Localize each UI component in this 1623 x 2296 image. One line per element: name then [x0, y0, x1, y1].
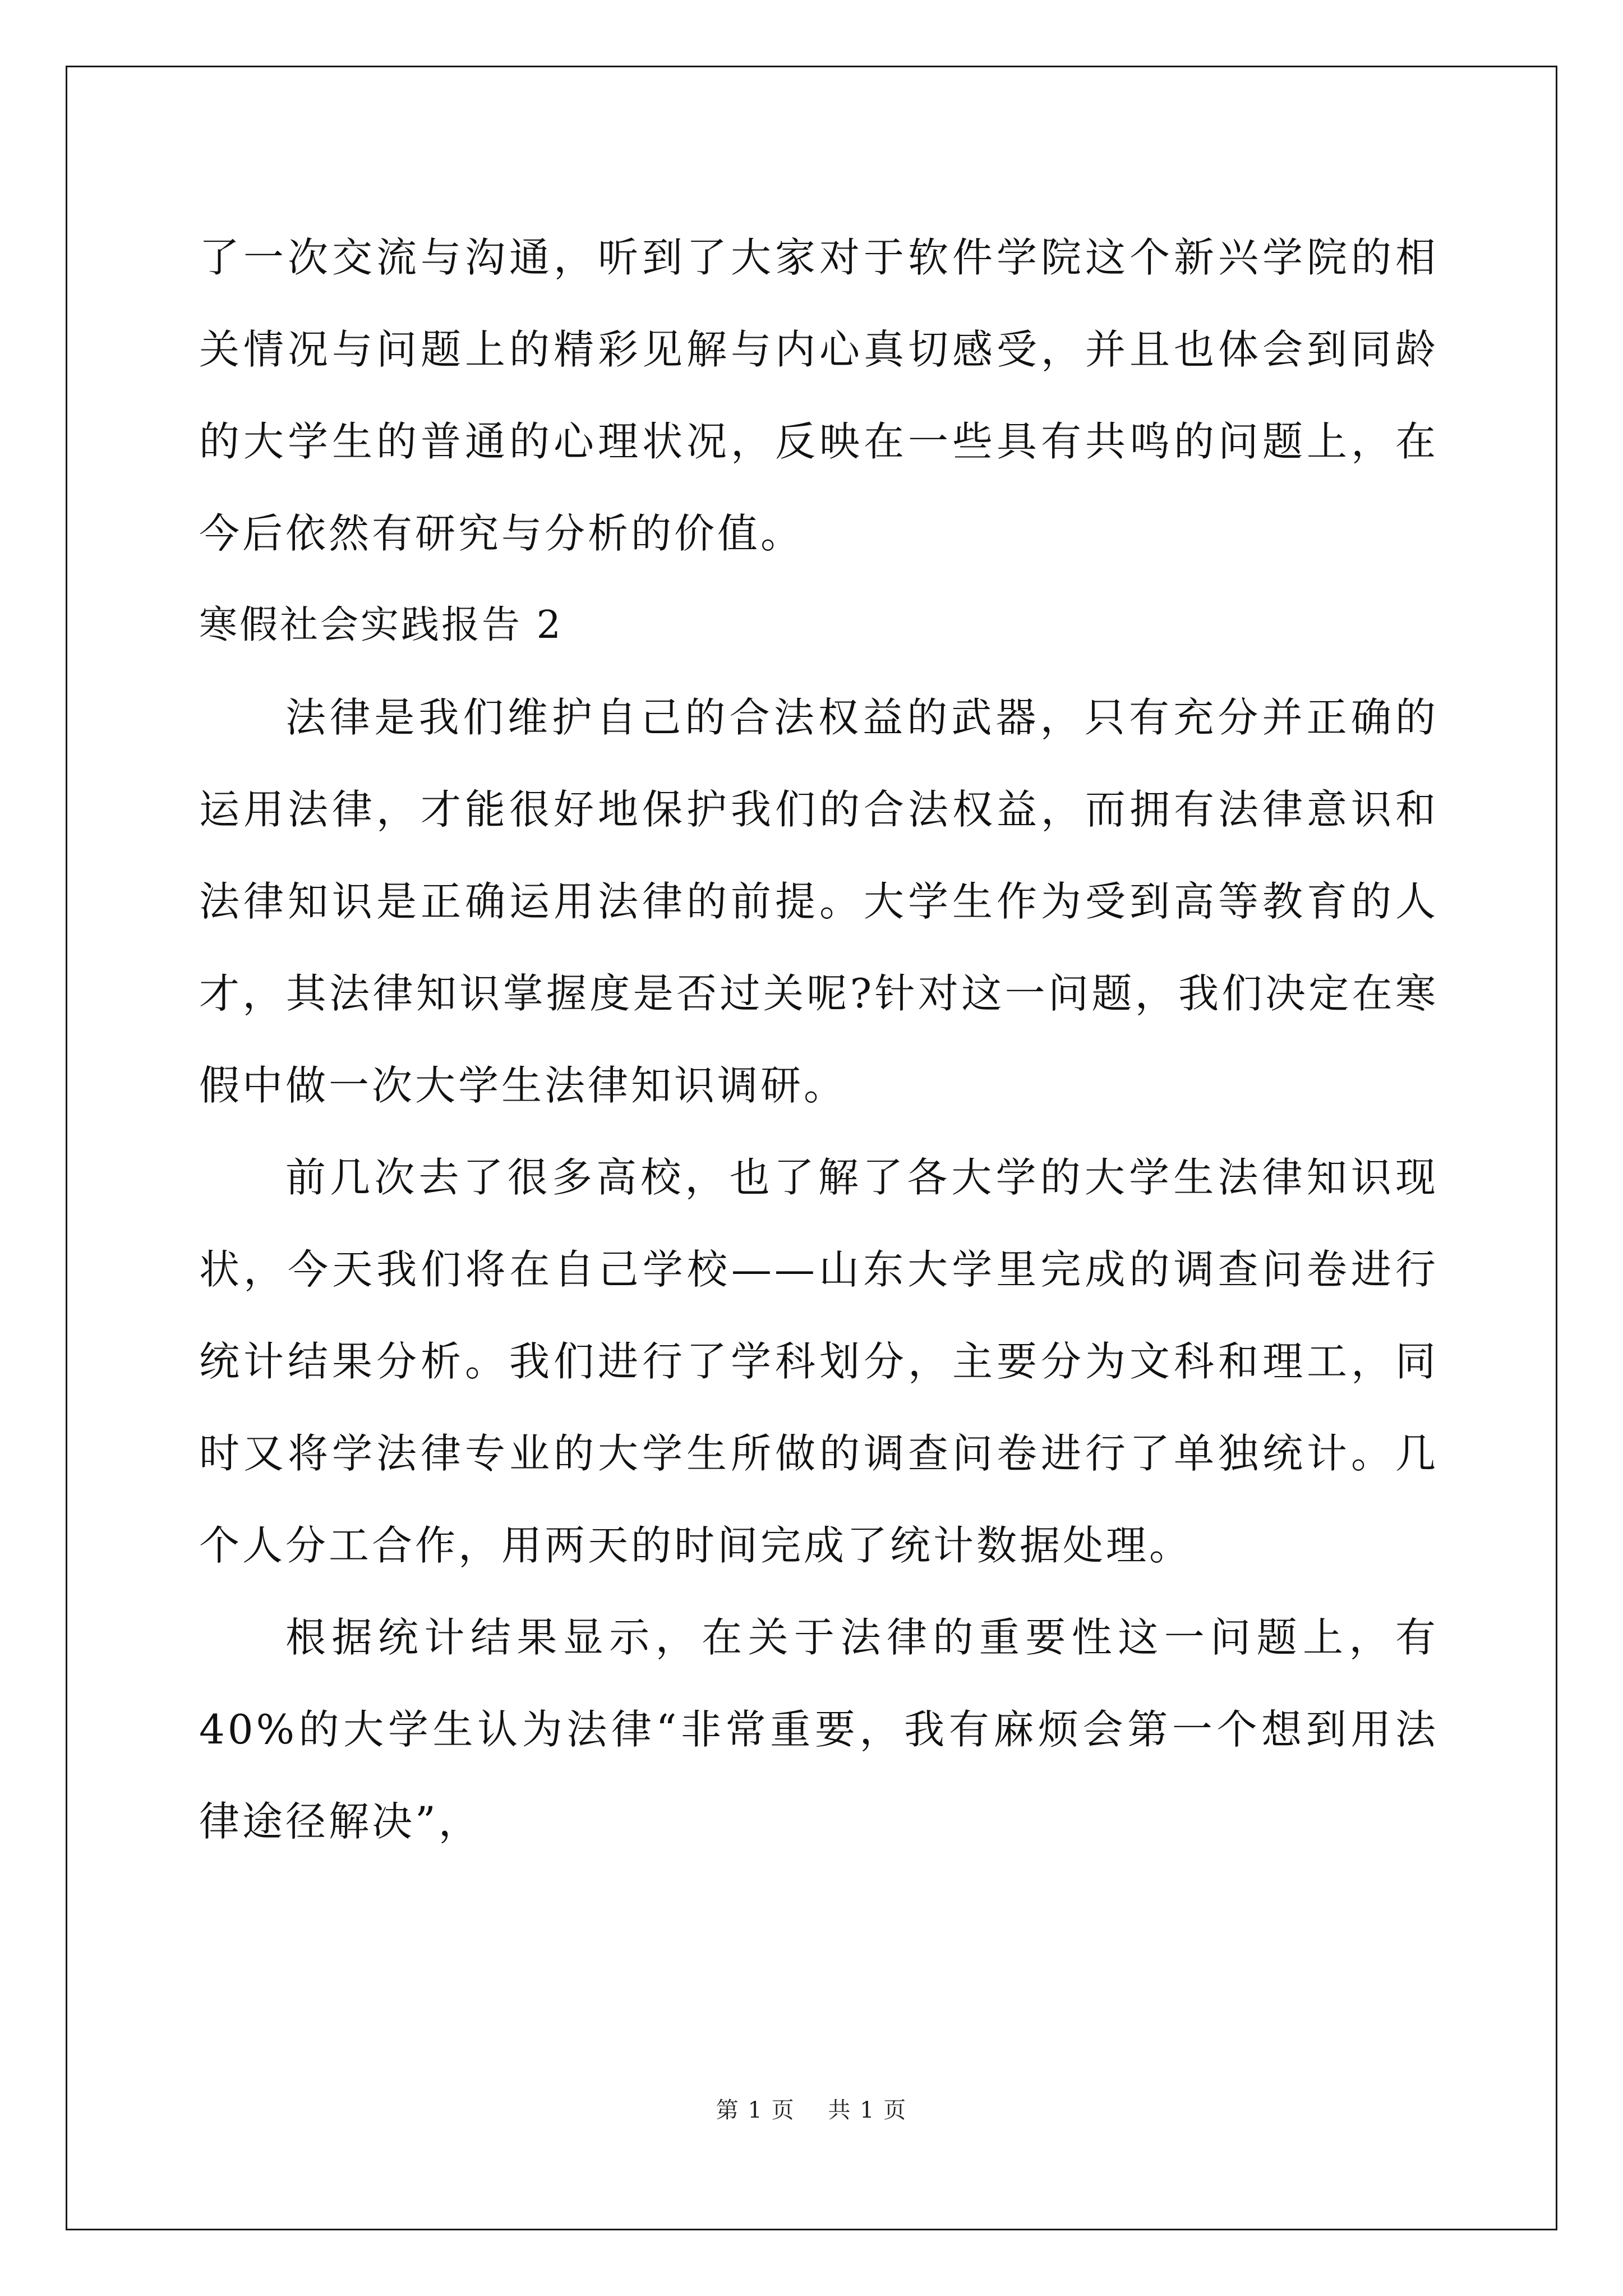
document-body	[199, 211, 1438, 1867]
section-title: 寒假社会实践报告 2	[199, 603, 563, 647]
paragraph-survey-results: 根据统计结果显示，在关于法律的重要性这一问题上，有 40%的大学生认为法律“非常重要，我有麻烦会第一个想到用法律途径解决”，	[199, 1614, 1438, 1845]
paragraph-survey-analysis: 前几次去了很多高校，也了解了各大学的大学生法律知识现状，今天我们将在自己学校——山东大学里完成的调查问卷进行统计结果分析。我们进行了学科划分，主要分为文科和理工，同时又将学法律专业的大学生所做的调查问卷进行了单独统计。几个人分工合作，用两天的时间完成了统计数据处理。	[199, 1154, 1438, 1569]
paragraph-continued: 了一次交流与沟通，听到了大家对于软件学院这个新兴学院的相关情况与问题上的精彩见解与内心真切感受，并且也体会到同龄的大学生的普通的心理状况，反映在一些具有共鸣的问题上，在今后依然有研究与分析的价值。	[199, 234, 1438, 557]
page-footer: 第 1 页 共 1 页	[716, 2097, 907, 2123]
paragraph-law-importance: 法律是我们维护自己的合法权益的武器，只有充分并正确的运用法律，才能很好地保护我们的合法权益，而拥有法律意识和法律知识是正确运用法律的前提。大学生作为受到高等教育的人才，其法律知识掌握度是否过关呢?针对这一问题，我们决定在寒假中做一次大学生法律知识调研。	[199, 694, 1438, 1109]
